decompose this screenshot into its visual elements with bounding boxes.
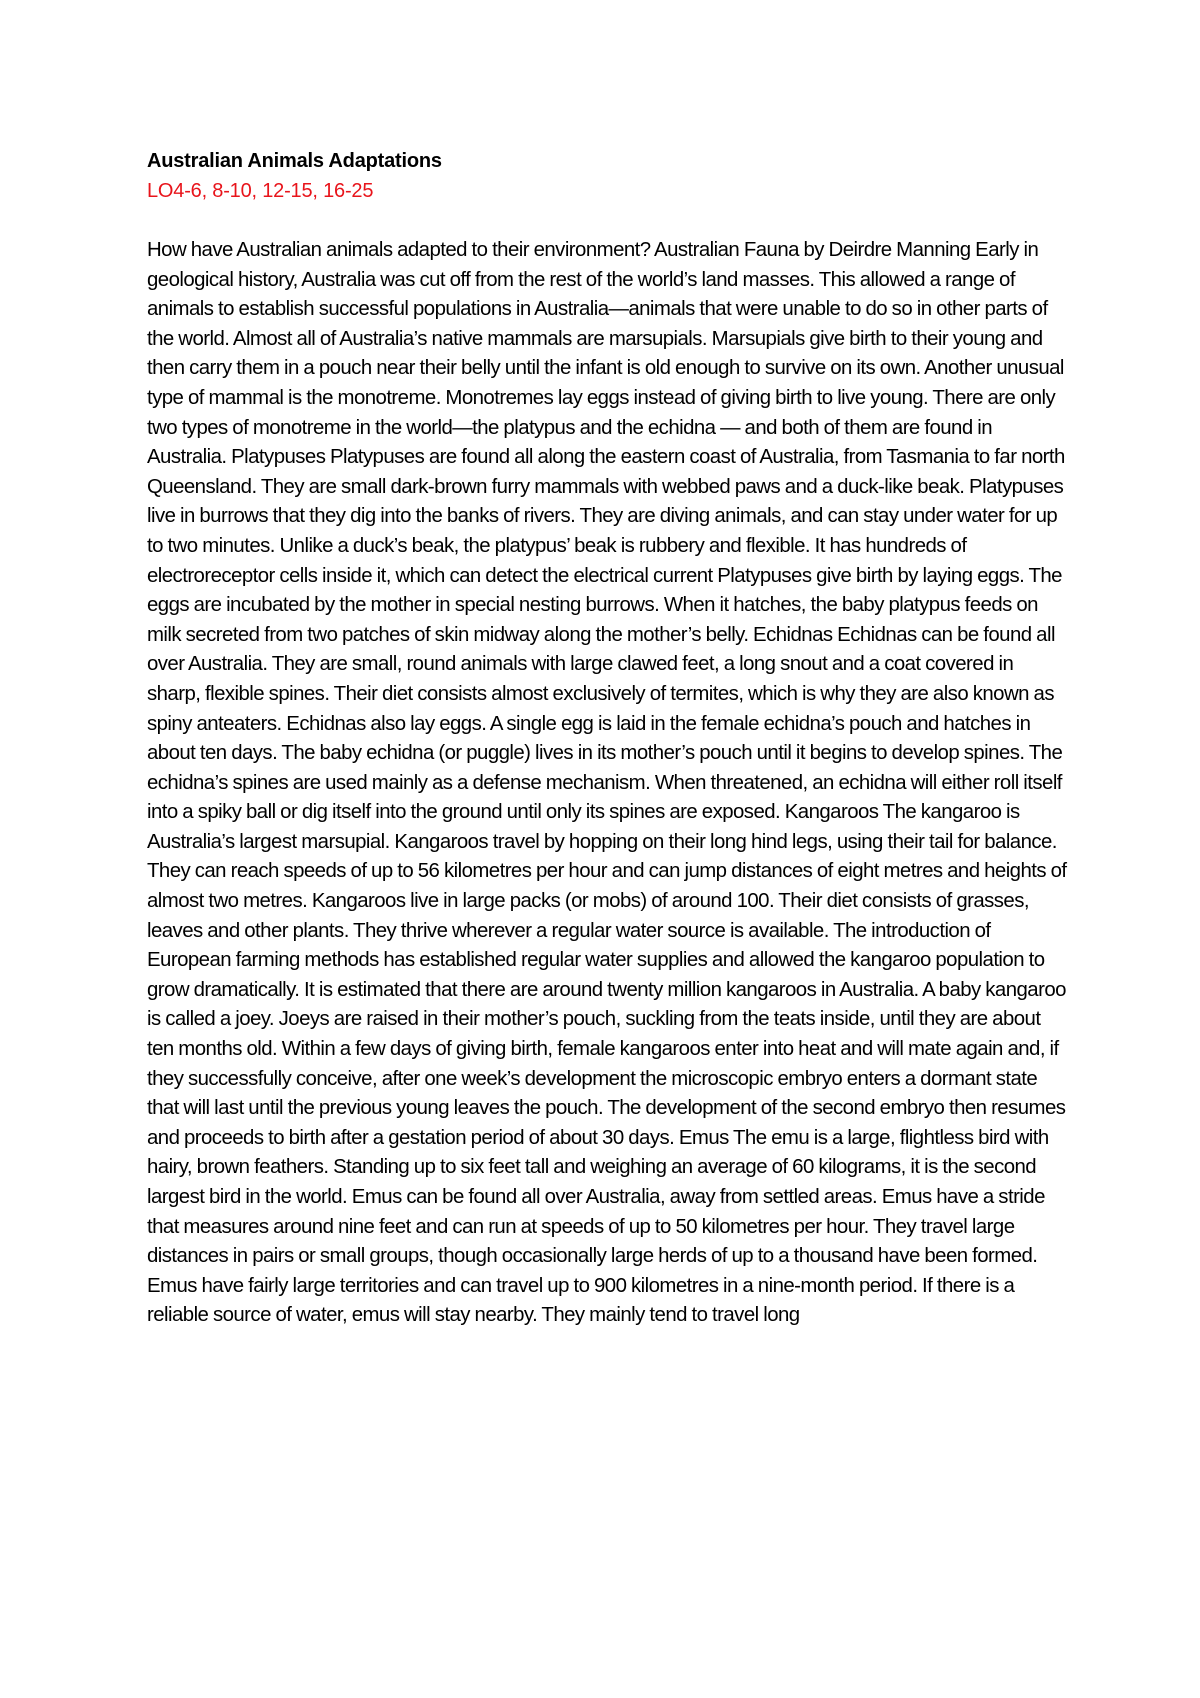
document-body-paragraph: How have Australian animals adapted to their environment? Australian Fauna by Deirdre Manning Early in geological history, Australia was cut off from the rest of the world’s land masses. This allowed a range of animals to establish successful populations in Australia—animals that were unable to do so in other parts of the world. Almost all of Australia’s native mammals are marsupials. Marsupials give birth to their young and then carry them in a pouch near their belly until the infant is old enough to survive on its own. Another unusual type of mammal is the monotreme. Monotremes lay eggs instead of giving birth to live young. There are only two types of monotreme in the world—the platypus and the echidna — and both of them are found in Australia. Platypuses Platypuses are found all along the eastern coast of Australia, from Tasmania to far north Queensland. They are small dark-brown furry mammals with webbed paws and a duck-like beak. Platypuses live in burrows that they dig into the banks of rivers. They are diving animals, and can stay under water for up to two minutes. Unlike a duck’s beak, the platypus’ beak is rubbery and flexible. It has hundreds of electroreceptor cells inside it, which can detect the electrical current Platypuses give birth by laying eggs. The eggs are incubated by the mother in special nesting burrows. When it hatches, the baby platypus feeds on milk secreted from two patches of skin midway along the mother’s belly. Echidnas Echidnas can be found all over Australia. They are small, round animals with large clawed feet, a long snout and a coat covered in sharp, flexible spines. Their diet consists almost exclusively of termites, which is why they are also known as spiny anteaters. Echidnas also lay eggs. A single egg is laid in the female echidna’s pouch and hatches in about ten days. The baby echidna (or puggle) lives in its mother’s pouch until it begins to develop spines. The echidna’s spines are used mainly as a defense mechanism. When threatened, an echidna will either roll itself into a spiky ball or dig itself into the ground until only its spines are exposed. Kangaroos The kangaroo is Australia’s largest marsupial. Kangaroos travel by hopping on their long hind legs, using their tail for balance. They can reach speeds of up to 56 kilometres per hour and can jump distances of eight metres and heights of almost two metres. Kangaroos live in large packs (or mobs) of around 100. Their diet consists of grasses, leaves and other plants. They thrive wherever a regular water source is available. The introduction of European farming methods has established regular water supplies and allowed the kangaroo population to grow dramatically. It is estimated that there are around twenty million kangaroos in Australia. A baby kangaroo is called a joey. Joeys are raised in their mother’s pouch, suckling from the teats inside, until they are about ten months old. Within a few days of giving birth, female kangaroos enter into heat and will mate again and, if they successfully conceive, after one week’s development the microscopic embryo enters a dormant state that will last until the previous young leaves the pouch. The development of the second embryo then resumes and proceeds to birth after a gestation period of about 30 days. Emus The emu is a large, flightless bird with hairy, brown feathers. Standing up to six feet tall and weighing an average of 60 kilograms, it is the second largest bird in the world. Emus can be found all over Australia, away from settled areas. Emus have a stride that measures around nine feet and can run at speeds of up to 50 kilometres per hour. They travel large distances in pairs or small groups, though occasionally large herds of up to a thousand have been formed. Emus have fairly large territories and can travel up to 900 kilometres in a nine-month period. If there is a reliable source of water, emus will stay nearby. They mainly tend to travel long	[147, 239, 1067, 1327]
document-page	[147, 146, 1067, 1331]
learning-outcome-codes: LO4-6, 8-10, 12-15, 16-25	[147, 180, 374, 202]
document-title: Australian Animals Adaptations	[147, 150, 442, 172]
